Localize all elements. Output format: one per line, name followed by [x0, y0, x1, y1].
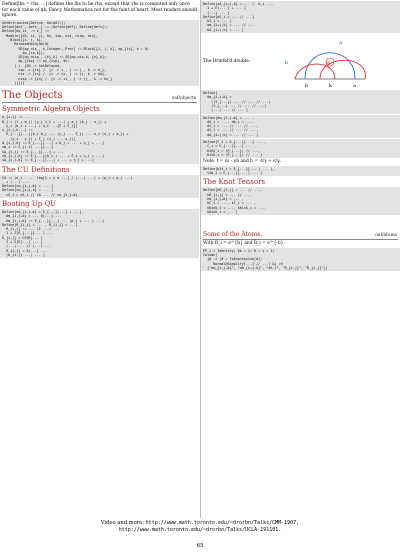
right-column [201, 0, 400, 272]
atoms-heading-row [201, 229, 400, 238]
drinfeld-label: The Drinfel'd double: [203, 58, 251, 64]
footer [0, 520, 400, 534]
section-title-objects: The Objects [2, 90, 63, 102]
code-line: Define[def_, defs__] := (Define[def]; Define[defs]); [2, 25, 109, 30]
code-line: dΔ_{i→j,k} = ... // ... ] [203, 132, 259, 137]
drinfeld-diagram [275, 34, 385, 89]
code-line: bΔ_{i→j,k} = ... ] [203, 27, 244, 32]
code-line: Kink_i = (R_{...}) // ..., [203, 148, 261, 153]
intro-paragraph: Define[lhs = rhs, ...] defines the lhs to be rhs, except that rhs is computed only once for each value of $k. Fancy Mathematica not for the faint of heart. Most readers should ignore. [2, 2, 197, 19]
code-line: kR̄_{i,j} = ... // ..., [203, 192, 252, 197]
code-block-atoms [201, 248, 400, 271]
note-text: Note. t = εs - γb and b = -t/γ + ε/γ. [203, 159, 282, 165]
code-line: C̄_i = E_{...}[...] ... , [203, 144, 257, 149]
footer-line-2 [0, 527, 400, 534]
left-column [0, 0, 199, 259]
code-line: Define[b2t_i = E_{...}[... ] ... ], [203, 166, 275, 171]
code-line: 1 + Σ[E_{...}[... ] ... [2, 231, 54, 236]
page-number: 65 [196, 543, 204, 549]
code-line: B_j = (1 + σ_j) (y_j ∂_t + ...) + a_j (b_j - a_j) + [2, 119, 107, 124]
code-block-drinfeld [201, 90, 400, 113]
code-block-cu [0, 175, 199, 198]
code-line: bm_{i,j→k} := E_{...}[...] ... (p_j + ... ) ...] [2, 218, 105, 223]
code-block-mid [201, 115, 400, 138]
divider [2, 102, 197, 103]
code-line: }]]]] [2, 80, 25, 85]
code-line: Define[C_i = E_{...}[...] ... , [203, 140, 267, 145]
ref-atoms: oaf/atoms [375, 233, 397, 239]
code-line: Define[am_{i,j→k} = E_{...}[...] + ...], [2, 209, 84, 214]
code-line: Define[op_is_ -> ϵ_] := [2, 29, 49, 34]
code-line: Module[{SD, ii, jj, kk, isp, nis, nisp, sis}, [2, 33, 98, 38]
code-block-right-top [201, 1, 400, 33]
code-line: {"dm_{i,j→k}", "dΔ_{i→j,k}", "dS_i", "R_{i,j}", "R̄_{i,j}"}] [203, 265, 328, 270]
code-line: bm_{i,j→k} = ... E[...] ... [2, 214, 62, 219]
diagram-label-left: b [285, 60, 289, 67]
code-block-qu [0, 209, 199, 258]
subsection-atoms: Some of the Atoms. [203, 231, 263, 239]
footer-prefix: Video and more: [100, 520, 145, 526]
code-line: Normal@Simplify[...] // ...) &} /@ [203, 261, 283, 266]
code-line: sΔ_{i,j,k} := E_{...}[...] + ... + η_j + ...] [2, 158, 94, 163]
code-line: Δ_{i,j,k} := E_{...}[...] + b_j + ... + η_j + ...] [2, 141, 105, 146]
code-line: bS_i = ... ] [203, 19, 232, 24]
atoms-with: With R_i = e^{b} and R̄_i = e^{-b}. [203, 241, 285, 247]
code-block-symmetric [0, 114, 199, 163]
code-line: op_{is,k}]; [2, 50, 45, 55]
subsection-knot: The Knot Tensors [203, 178, 266, 187]
footer-line-1 [0, 520, 400, 527]
code-line: (y_i - y_j) + ξ_j (x_j ... x_j)] [2, 136, 76, 141]
diagram-label-bottom-b: b [305, 83, 309, 90]
subsection-booting: Booting Up QU [2, 199, 57, 208]
code-line: Define[bS_i = ... // ...] [203, 14, 255, 19]
code-line: kKink̄_i = ... ] [203, 209, 238, 214]
diagram-label-center: B [327, 60, 330, 66]
subsection-cu: The CU Definitions [2, 165, 70, 174]
code-line: (...) ... // (...) ... [2, 244, 51, 249]
code-line: SD[op_nisp_, {ϵ}_k] := SD[op_nis,k, {ϵ}_k]; [2, 55, 107, 60]
code-line: op_{isp} := op_{isp}, $k; [2, 59, 70, 64]
code-line: ] /. {SD -> SetDelayed, [2, 63, 62, 68]
code-line: Block[{i, j, k}, [2, 37, 43, 42]
code-line: Column[ [203, 253, 218, 258]
code-line: y_i (b_i + ...) + η_i ...{ξ + ξ_j}] [2, 123, 78, 128]
code-line: dS_i = ... // ... // ..., [203, 124, 259, 129]
objects-heading-row [0, 87, 199, 101]
code-line: km_{i,j→k} = ... , [203, 197, 244, 202]
code-line: {...} ... ] [203, 10, 230, 15]
code-line: isp -> {is} /. {i -> i_, j -> j_, k -> k_}, [2, 68, 107, 73]
code-line: dS_i = ... // ... // ..., [203, 128, 259, 133]
code-line: R̄_{i,j} = CF@E[... ] [2, 235, 43, 240]
code-block-knot [201, 187, 400, 215]
code-line: nis -> {is} /. {i -> ii, j -> jj, k -> kk}, [2, 72, 107, 77]
code-line: Define[cm_{i→j,k} = ... ] [2, 188, 54, 193]
code-line: dm_{i,j→k} = [203, 95, 232, 100]
code-line: Define[cm_{i,j→k} = ... ] [2, 184, 54, 189]
code-line: sΔ_{i,j} := E_{...}[...] + ... [2, 149, 64, 154]
code-line: Define[dm_{i,j→k} = ... , [203, 115, 255, 120]
code-line: ReleaseHold[Hold[ [2, 42, 49, 47]
drinfeld-row [201, 34, 400, 89]
code-line: PP_i = Identity; $k = 1; R = γ = 1; [203, 248, 275, 253]
code-line: + (...) ... [2, 179, 31, 184]
diagram-label-top: a [339, 40, 342, 47]
code-line: Define[kR_{i,j} = ... // ..., [203, 188, 265, 193]
code-line: dA_i = ..., dA_i = ..., [203, 119, 257, 124]
code-line: σ_{i→j} := ... [2, 115, 31, 120]
code-line: am_{i→j,k} = ... // ... [203, 23, 255, 28]
code-line: SetAttributes[Define, HoldAll]; [2, 20, 66, 25]
code-line: kKink_i = ..., kKink̄_i = ..., [203, 205, 267, 210]
code-block-define [0, 20, 199, 86]
code-line: sm_i := E_{(-1) ...}[...] [2, 145, 54, 150]
code-line: (...) ... // ... ] [203, 108, 248, 113]
code-line: R_{i,j} = E[...] ... [2, 248, 49, 253]
code-line: (b_{i,j} ...) ... ] [2, 252, 45, 257]
ref-objects: oaf/objects [171, 96, 196, 102]
code-line: Λ_{i,j,k...} := [2, 128, 33, 133]
footer-url-1[interactable]: http://www.math.toronto.edu/~drorbn/Talks/CMM-1907, [145, 520, 300, 526]
code-line: Define[aΔ_{i→j,k} = ... /. b_i ..., [203, 2, 275, 6]
code-line: nisp -> {is} /. {i -> ii_, j -> jj_, k -> kk_} [2, 76, 113, 81]
code-block-c [201, 139, 400, 158]
code-line: t2b_i = E_{...}[... ] ... ] [203, 171, 263, 176]
subsection-symmetric: Symmetric Algebra Objects [2, 105, 100, 114]
code-line: Kink̄_i = (R̄_{...}) // ... ] [203, 152, 263, 157]
code-line: SD[op_nis_, k_Integer, Prec] := Block[{i, j, k}, op_{is}, k = Θ; [2, 46, 149, 51]
code-line: Define[R_{i,j} = ... , R̄_{i,j} = ...] [2, 222, 78, 227]
footer-url-2[interactable]: http://www.math.toronto.edu/~drorbn/Talks/UCLA-191101. [118, 527, 282, 533]
code-line: cS_i = cS_i // cΔ ... // cm_{i,j→k} [2, 192, 78, 197]
code-line: sm_{i,j,k} := E_{...}[b_i + ... + ξ_i + η_j + ...] [2, 153, 105, 158]
column-separator [200, 0, 201, 518]
code-line: kC_i = ..., kC̄_i = ... , [203, 201, 257, 206]
code-line: ((Y_{...}) ... // ... // ...) [203, 99, 271, 104]
code-line: R_{i,j} := ... (Σ ...) ... [2, 227, 60, 232]
code-line: E_{...}[...][b_i b_j ... (y_j ... ξ_j) ... a_i (x_j + a_j) + [2, 132, 129, 137]
code-line: 1 + Σ[E[...] ... ] [2, 240, 43, 245]
diagram-label-bottom-a: a [353, 83, 356, 90]
code-line: 1 + E[... ] + ... ] [203, 6, 246, 11]
code-block-b2t [201, 166, 400, 177]
diagram-arc [295, 64, 335, 79]
code-line: Define[ [203, 91, 218, 96]
code-line: {# -> (# = ToExpression[#]; [203, 257, 263, 262]
code-line: (Y_{...} ... // ... // ...) [203, 103, 267, 108]
diagram-label-bottom-k: k [329, 83, 333, 90]
code-line: CA := (e_i - ... Log[1 + γ e ...] / (...) ...) + (p_i + p_j ...) [2, 175, 133, 180]
